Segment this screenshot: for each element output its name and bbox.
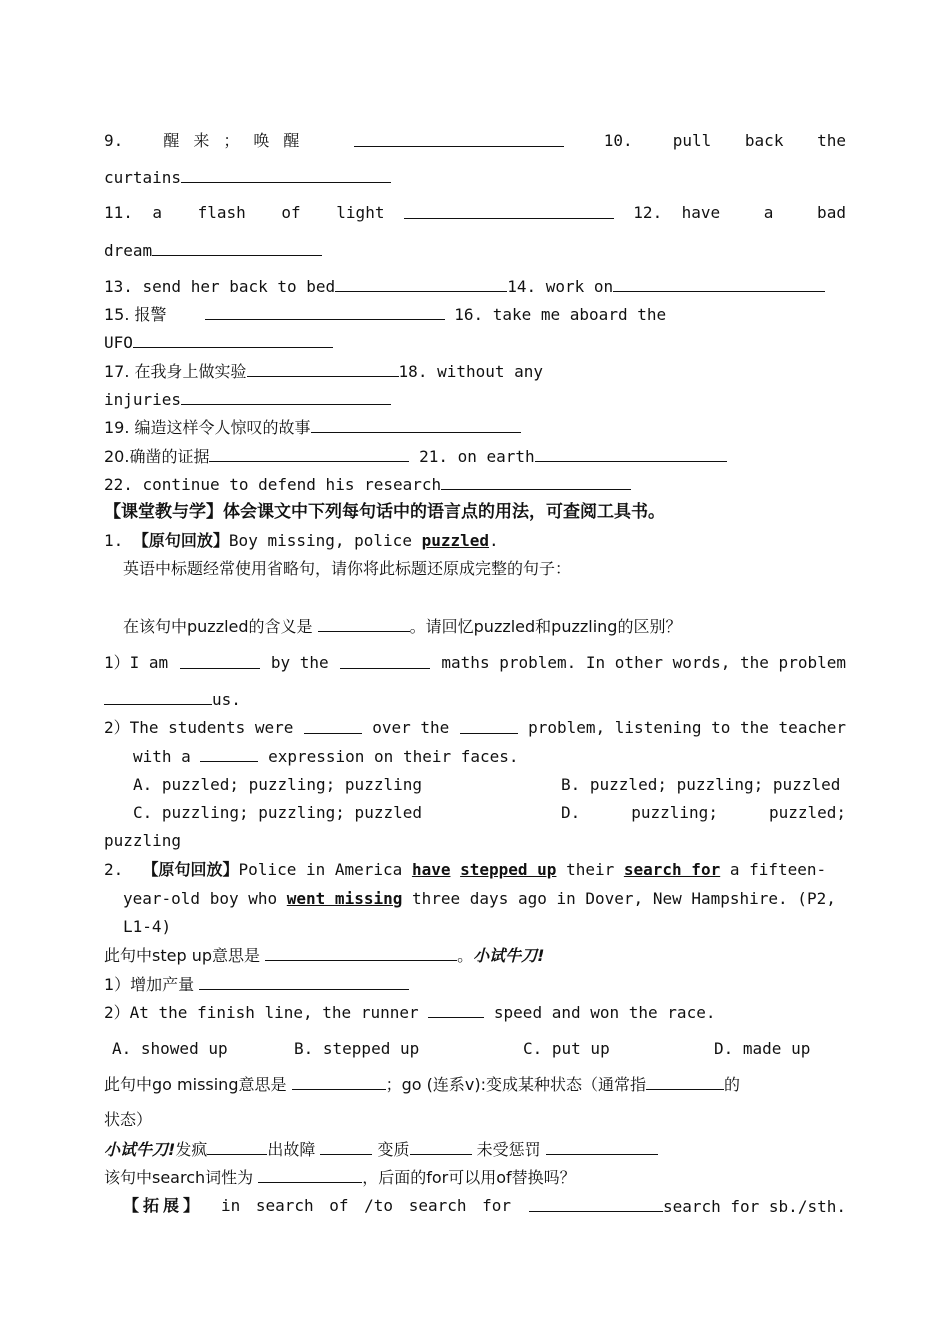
search-pos-blank[interactable]: [258, 1167, 362, 1183]
vocab-line-18-cont: [104, 389, 846, 410]
ex2-blank-2[interactable]: [460, 718, 518, 734]
q21-blank[interactable]: [535, 446, 727, 462]
ex2-option-c[interactable]: C. puzzling; puzzling; puzzled: [133, 803, 422, 822]
try-it-2-label: 小试牛刀!: [104, 1140, 176, 1159]
choice-d[interactable]: D. made up: [714, 1039, 811, 1058]
vocab-line-13-14: [104, 276, 846, 297]
item2-text-2: their: [556, 860, 624, 879]
search-pos-post: ，后面的for可以用of替换吗？: [362, 1168, 576, 1187]
extension-line: [123, 1196, 846, 1217]
ex2-option-d-cont: puzzling: [104, 831, 182, 850]
item2-text-5: three days ago in Dover, New Hampshire. (P2,: [402, 889, 836, 908]
search-pos-line: [104, 1167, 846, 1188]
q15-blank[interactable]: [205, 304, 445, 320]
try-it-label: 小试牛刀!: [473, 946, 545, 965]
vocab-line-22: [104, 474, 846, 495]
q20-blank[interactable]: [209, 446, 409, 462]
step-up-q1: [104, 974, 846, 995]
item1-sentence: Boy missing, police: [228, 531, 422, 550]
q14-blank[interactable]: [613, 276, 825, 292]
q10-continuation: curtains: [104, 168, 182, 187]
ex2-line-cont: [133, 746, 875, 767]
ex2-part-b: over the: [372, 718, 450, 737]
go-missing-line: [104, 1074, 846, 1095]
step-up-post: 。: [457, 946, 474, 965]
search-pos-pre: 该句中search词性为: [104, 1168, 254, 1187]
vocab-line-9-10: [104, 131, 846, 151]
choice-b[interactable]: B. stepped up: [294, 1039, 420, 1058]
ex2-part-c: problem, listening to the teacher: [528, 718, 846, 737]
item2-text-1: Police in America: [238, 860, 412, 879]
option-d-part-2: puzzled;: [768, 803, 846, 822]
ex1-blank-2[interactable]: [340, 653, 430, 669]
option-d-label: D.: [561, 803, 581, 822]
item2-keyword-went-missing: went missing: [286, 889, 403, 908]
q9-text: 醒来；唤醒: [163, 131, 314, 150]
go-missing-cont: 状态）: [104, 1110, 153, 1129]
step-up-q2: [104, 1002, 846, 1023]
q9-number: 9.: [104, 131, 124, 150]
vocab-line-10-cont: [104, 167, 846, 188]
go-wrong-label: 出故障: [267, 1140, 316, 1159]
item1-end: .: [489, 531, 499, 550]
step-up-q2-text-b: speed and won the race.: [493, 1003, 716, 1022]
item2-text-3: a fifteen-: [720, 860, 827, 879]
ex1-line-cont: [104, 689, 846, 710]
ex2-part-a: 2）The students were: [104, 718, 294, 737]
ex1-blank-1[interactable]: [180, 653, 260, 669]
item2-keyword-search-for: search for: [623, 860, 721, 879]
try-it-2-line: [104, 1139, 846, 1160]
q16-text: 16. take me aboard the: [454, 305, 667, 324]
q16-blank[interactable]: [133, 332, 333, 348]
q20-text: 20.确凿的证据: [104, 447, 210, 466]
item2-line-1: [104, 860, 846, 880]
q19-text: 19. 编造这样令人惊叹的故事: [104, 418, 311, 437]
ex1-part-d: us.: [212, 690, 241, 709]
q21-text: 21. on earth: [419, 447, 535, 466]
ex1-line: [104, 653, 846, 673]
q15-text: 15. 报警: [104, 305, 167, 324]
q9-blank[interactable]: [354, 131, 564, 147]
q10-number: 10.: [603, 131, 633, 150]
step-up-line: [104, 945, 846, 966]
q18-continuation: injuries: [104, 390, 182, 409]
item2-number: 2.: [104, 860, 124, 879]
extension-blank[interactable]: [529, 1196, 663, 1212]
vocab-line-19: [104, 417, 846, 438]
ex1-blank-3[interactable]: [104, 689, 212, 705]
extension-tag: 【拓展】: [123, 1196, 204, 1215]
q16-continuation: UFO: [104, 333, 133, 352]
ex2-option-d[interactable]: [561, 803, 846, 823]
ex2-blank-1[interactable]: [304, 718, 362, 734]
q12-continuation: dream: [104, 241, 153, 260]
step-up-q2-text-a: 2）At the finish line, the runner: [104, 1003, 419, 1022]
ex2-option-a[interactable]: A. puzzled; puzzling; puzzling: [133, 775, 422, 794]
go-missing-mid: ；go (连系v):变成某种状态（通常指: [385, 1075, 646, 1094]
ex1-part-c: maths problem. In other words, the problem: [441, 653, 846, 672]
q13-text: 13. send her back to bed: [104, 277, 336, 296]
q11-blank[interactable]: [404, 203, 614, 219]
ex2-option-b[interactable]: B. puzzled; puzzling; puzzled: [561, 775, 841, 794]
section-heading: 【课堂教与学】体会课文中下列每句话中的语言点的用法，可查阅工具书。: [104, 502, 665, 522]
q12-blank[interactable]: [152, 240, 322, 256]
item2-source-ref: L1-4): [123, 917, 172, 936]
item1-tag: 【原句回放】: [132, 531, 229, 550]
q17-text: 17. 在我身上做实验: [104, 362, 247, 381]
vocab-line-20-21: [104, 446, 846, 467]
item1-meaning-blank[interactable]: [318, 616, 410, 632]
item2-keyword-have: have: [411, 860, 451, 879]
go-bad-blank[interactable]: [410, 1139, 472, 1155]
step-up-blank[interactable]: [265, 945, 457, 961]
vocab-line-15-16: [104, 304, 846, 325]
q19-blank[interactable]: [311, 417, 521, 433]
go-unpunished-blank[interactable]: [546, 1139, 658, 1155]
go-wrong-blank[interactable]: [320, 1139, 372, 1155]
item1-instruction: 英语中标题经常使用省略句，请你将此标题还原成完整的句子：: [123, 559, 572, 578]
step-up-q2-blank[interactable]: [428, 1002, 484, 1018]
choice-a[interactable]: A. showed up: [112, 1039, 228, 1058]
q13-blank[interactable]: [335, 276, 507, 292]
vocab-line-17-18: [104, 361, 846, 382]
step-up-pre: 此句中step up意思是: [104, 946, 260, 965]
item2-line-2: [123, 889, 846, 909]
item1-meaning-pre: 在该句中puzzled的含义是: [123, 617, 313, 636]
q22-text: 22. continue to defend his research: [104, 475, 442, 494]
vocab-line-16-cont: [104, 332, 846, 353]
item1-keyword-puzzled: puzzled: [421, 531, 490, 550]
extension-end: search for sb./sth.: [662, 1197, 846, 1216]
go-missing-blank-1[interactable]: [292, 1074, 386, 1090]
q10-text: pull back the: [672, 131, 846, 150]
item1-meaning-line: [123, 616, 865, 637]
q10-blank[interactable]: [181, 167, 391, 183]
go-missing-pre: 此句中go missing意思是: [104, 1075, 287, 1094]
q11-text: a flash of light: [152, 203, 385, 222]
q18-blank[interactable]: [181, 389, 391, 405]
item1-meaning-post: 。请回忆puzzled和puzzling的区别？: [409, 617, 682, 636]
go-bad-label: 变质: [377, 1140, 410, 1159]
vocab-line-12-cont: [104, 240, 846, 261]
item1-line: [104, 531, 846, 551]
ex2-line: [104, 718, 846, 738]
go-missing-blank-2[interactable]: [646, 1074, 724, 1090]
go-mad-label: 发疯: [175, 1140, 208, 1159]
q12-text: have a bad: [681, 203, 846, 222]
q11-number: 11.: [104, 203, 133, 222]
item2-text-4: year-old boy who: [123, 889, 287, 908]
ex2-blank-3[interactable]: [200, 746, 258, 762]
ex1-part-b: by the: [270, 653, 329, 672]
choice-c[interactable]: C. put up: [523, 1039, 610, 1058]
step-up-q1-text: 1）增加产量: [104, 975, 195, 994]
item2-keyword-stepped-up: stepped up: [460, 860, 557, 879]
ex2-part-e: expression on their faces.: [268, 747, 519, 766]
go-missing-end: 的: [723, 1075, 740, 1094]
ex2-part-d: with a: [133, 747, 191, 766]
q18-text: 18. without any: [398, 362, 544, 381]
q14-text: 14. work on: [507, 277, 614, 296]
go-unpunished-label: 未受惩罚: [476, 1140, 541, 1159]
vocab-line-11-12: [104, 203, 846, 223]
go-mad-blank[interactable]: [207, 1139, 267, 1155]
q12-number: 12.: [633, 203, 663, 222]
ex1-part-a: 1）I am: [104, 653, 169, 672]
q22-blank[interactable]: [441, 474, 631, 490]
item1-number: 1.: [104, 531, 124, 550]
q17-blank[interactable]: [247, 361, 399, 377]
step-up-q1-blank[interactable]: [199, 974, 409, 990]
item2-tag: 【原句回放】: [142, 860, 239, 879]
option-d-part-1: puzzling;: [631, 803, 718, 822]
extension-text: in search of /to search for: [220, 1196, 512, 1215]
